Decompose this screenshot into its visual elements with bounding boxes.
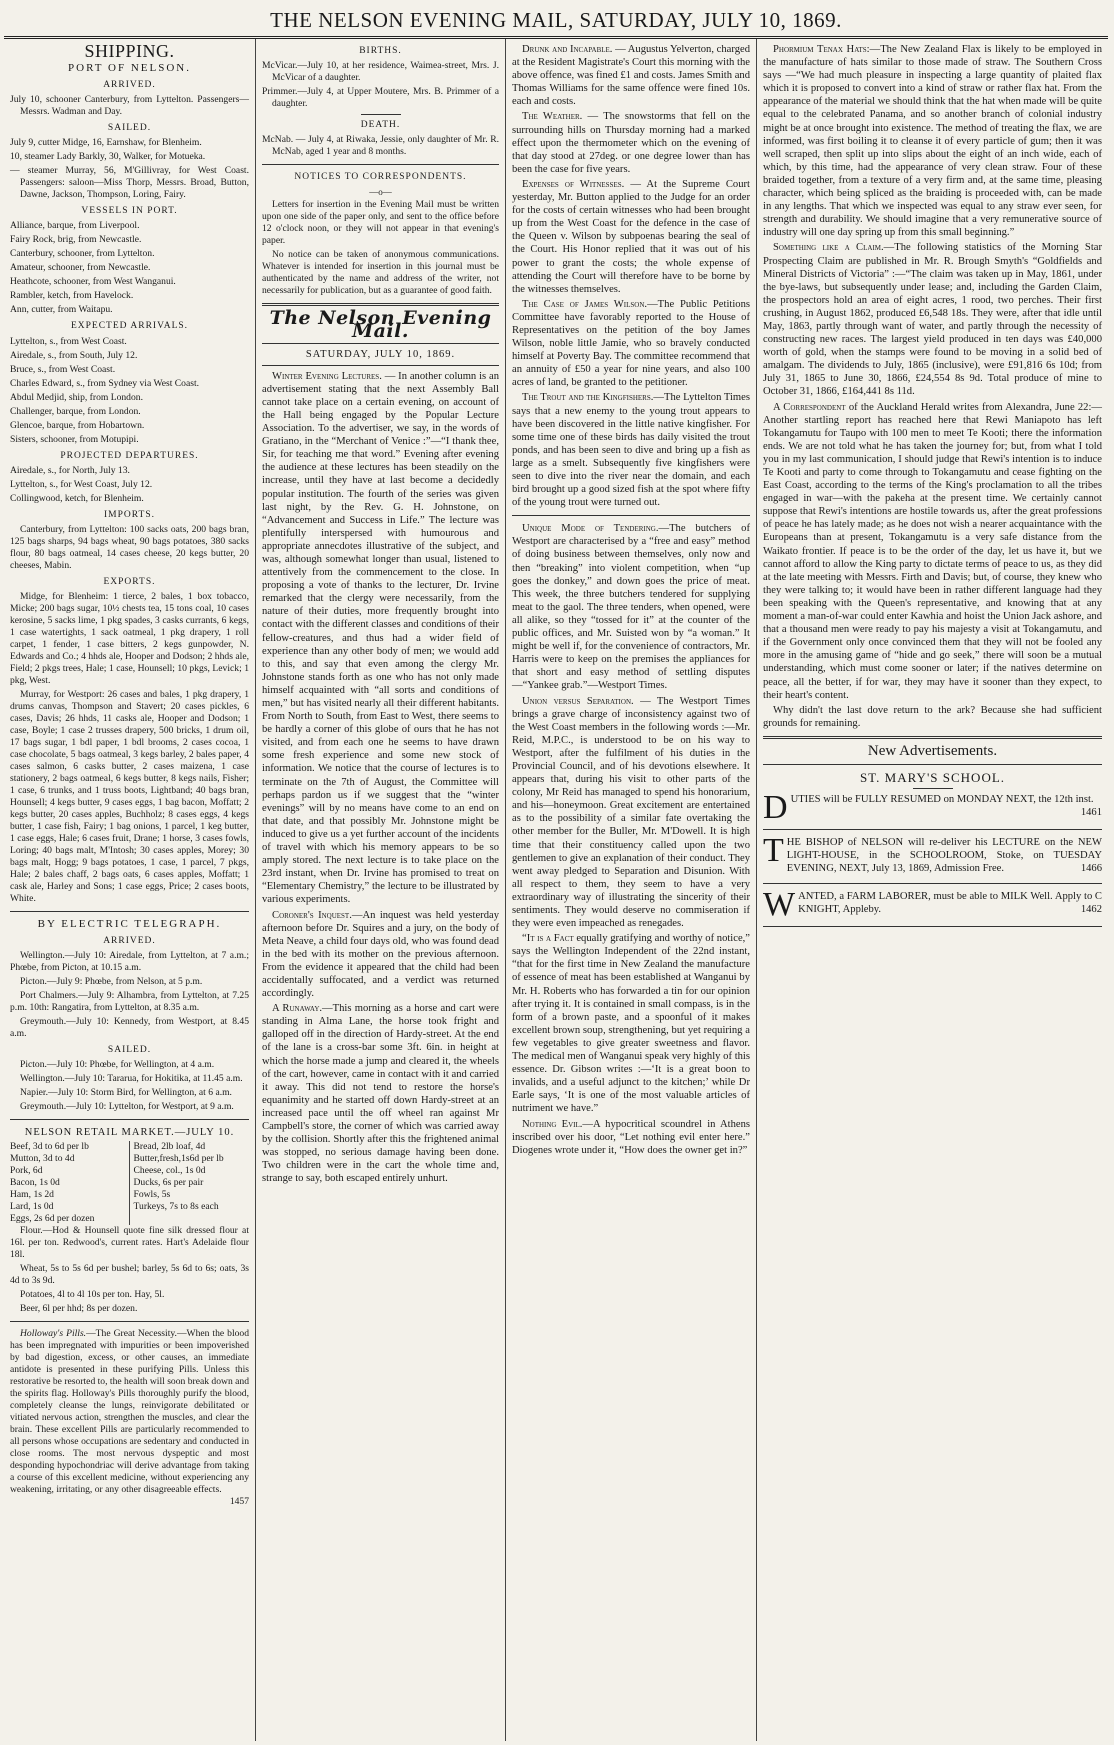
births-list (262, 60, 499, 110)
divider (262, 343, 499, 344)
ad-number: 1462 (1080, 904, 1102, 916)
market-price: Lard, 1s 0d (10, 1201, 130, 1213)
list-item: Primmer.—July 4, at Upper Moutere, Mrs. B. Primmer of a daughter. (262, 86, 499, 110)
list-item: Wellington.—July 10: Tararua, for Hokitika, at 11.45 a.m. (20, 1073, 243, 1085)
expected-list (10, 336, 249, 446)
market-price: Turkeys, 7s to 8s each (133, 1201, 219, 1213)
holloway-body: —The Great Necessity.—When the blood has been impregnated with impurities or been impoverished by bad digestion, excess, or other causes, an immediate antidote is presented in these purifying Pills. Unless this restorative be resorted to, the health will soon break down and the spirits flag. Holloway's Pills thoroughly purify the blood, completely cleanse the lungs, reinvigorate debilitated or vitiated nervous action, strengthen the muscles, and clear the brain. These excellent Pills are particularly recommended to all persons whose occupations are sedentary and conducted in close rooms. The most nervous dyspeptic and most desponding hypochondriac will derive advantage from taking a course of this excellent medicine, without experiencing any weakening, irritating, or any other disagreeable effects. (10, 1328, 249, 1496)
article-head: Expenses of Witnesses. (522, 178, 625, 190)
divider (913, 788, 953, 789)
ad-dropcap: W (763, 890, 796, 921)
market-price: Bacon, 1s 0d (10, 1177, 130, 1189)
article (763, 401, 1102, 702)
market-price: Ducks, 6s per pair (133, 1177, 204, 1189)
article (512, 1118, 750, 1157)
editorial-articles (262, 370, 499, 1186)
article-body: — Augustus Yelverton, charged at the Resident Magistrate's Court this morning with the above offence, was fined £1 and costs. James Smith and Thomas Williams for the same offence were fined 10s. each and costs. (512, 44, 750, 108)
article (262, 909, 499, 1001)
divider (10, 1119, 249, 1120)
market-price (130, 1213, 250, 1225)
list-item: — steamer Murray, 56, M'Gillivray, for West Coast. Passengers: saloon—Miss Thorp, Messrs. Broad, Button, Dawne, Jackson, Thompson, Loring, Fairy. (10, 165, 249, 201)
article (512, 110, 750, 175)
divider (10, 1321, 249, 1322)
projected-title: PROJECTED DEPARTURES. (60, 450, 199, 461)
list-item: Picton.—July 10: Phœbe, for Wellington, at 4 a.m. (20, 1059, 215, 1071)
article (763, 43, 1102, 239)
masthead: THE NELSON EVENING MAIL, SATURDAY, JULY 10, 1869. (270, 8, 842, 32)
divider (763, 764, 1102, 765)
article-body: of the Auckland Herald writes from Alexandra, June 22:—Another startling report has reached here that Rewi Maniapoto has left Tokangamutu for Taupo with 100 men to meet Te Kooti; there the information ends. We are not told what he has taken the journey for; but, from what I told you in my last communication, I should judge that Rewi's intention is to induce Te Kooti and party to come through to Tokangamutu and cease fighting on the East Coast, according to the terms of the King's proclamation to all the tribes engaged in war—with the pakeha at the present time. We certainly cannot suppose that Rewi's intentions are hostile towards us, after the great professions of peace he has lately made; as he does not wish a nearer acquaintance with the Europeans than at present, Tokangamutu is a very safe distance from the Waikato frontier. If peace is to be the order of the day, let us have it, but we cannot afford to allow the King party to dictate terms of peace to us, as they did at the late meeting with Messrs. Firth and Davis; but, of course, they knew who they were talking to; it would have been in rather different language had they been speaking with the Queen's representative, and knowing that at any moment a man-of-war could enter Kawhia and hoist the Union Jack ashore, and that a thousand men were ready to pay his majesty a visit at Tokangamutu, and if the Government only once convinced them that they will not be fooled any more in the amusing game of “hide and go seek,” there will soon be a mutual understanding, which must come sooner or later; if the natives determine on peace, all the better, if for war, they may have it sooner than they expect, to their heart's content. (763, 401, 1102, 701)
list-item: 10, steamer Lady Barkly, 30, Walker, for Motueka. (10, 151, 206, 163)
tel-arrived-title: ARRIVED. (103, 935, 156, 946)
market-price: Fowls, 5s (133, 1189, 171, 1201)
ad-body: UTIES will be FULLY RESUMED on MONDAY NEXT, the 12th inst. (790, 794, 1094, 806)
divider (512, 515, 750, 516)
list-item: Fairy Rock, brig, from Newcastle. (10, 234, 142, 246)
divider (763, 926, 1102, 927)
list-item: Alliance, barque, from Liverpool. (10, 220, 140, 232)
news-articles-b (512, 522, 750, 1157)
news-articles-a (512, 43, 750, 509)
imports-list (10, 524, 249, 572)
list-item: Napier.—July 10: Storm Bird, for Wellington, at 6 a.m. (20, 1087, 232, 1099)
column-shipping (4, 39, 256, 1741)
article-body: —A hypocritical scoundrel in Athens inscribed over his door, “Let nothing evil enter here.” Diogenes wrote under it, “How does the owner get in?” (512, 1118, 750, 1156)
divider (262, 164, 499, 165)
article-head: Phormium Tenax Hats: (773, 44, 870, 55)
list-item: Challenger, barque, from London. (10, 405, 141, 417)
article (512, 298, 750, 390)
imports-title: IMPORTS. (104, 509, 155, 520)
list-item: Charles Edward, s., from Sydney via West Coast. (10, 377, 200, 389)
divider (361, 114, 401, 115)
article-head: Nothing Evil. (522, 1118, 583, 1130)
shipping-title: SHIPPING. (84, 41, 175, 61)
article-body: —This morning as a horse and cart were standing in Alma Lane, the horse took fright and galloped off in the direction of Hardy-street. At the end of the lane is a cross-bar some 3ft. 6in. in height at which the horse made a jump and cleared it, the wheels of the cart, however, came in contact with it and carried it away. This did not tend to restore the horse's equanimity and he started off down Hardy-street at an increased pace until the off wheel ran against Mr Campbell's store, the corner of which was carried away by the collision. Shortly after this the frightened animal was stopped, no serious damage having been done. Two children were in the cart the whole time and, strange to say, both escaped entirely unhurt. (262, 1003, 499, 1185)
tel-arrived-list (10, 950, 249, 1040)
list-item: Airedale, s., from South, July 12. (10, 349, 138, 361)
ad-dropcap: D (763, 793, 788, 824)
article (262, 370, 499, 907)
list-item: Greymouth.—July 10: Lyttelton, for Westport, at 9 a.m. (20, 1101, 234, 1113)
paper-title: The Nelson Evening Mail. (269, 307, 492, 343)
article-head: Something like a Claim. (773, 242, 884, 254)
ad-number: 1457 (229, 1496, 249, 1508)
article-head: “It is a Fact (522, 933, 574, 945)
article-body: —The following statistics of the Morning Star Prospecting Claim are published in Mr. R. Brough Smyth's “Goldfields and Mineral Districts of Victoria” :—“The claim was taken up in May, 1861, under the bye-laws, but subsequently under lease; and, including the Garden Claim, the prospectors hold an area of eight acres, 1 rood, two perches. Their first crushing, in August 1862, produced £6,548 18s. They were, after that idle until May, 1863, partly through want of water, and partly through the necessity of constructing new races. The largest yield produced in ten days was £40,000 worth of gold, when the stamps were found to be moving in a solid bed of amalgam. The dividends to July, 1865 (inclusive), were £91,816 6s 10d; from July 31, 1865 to June 30, 1866, £24,554 8s 9d. Total produce of mine to October 31, 1866, £164,441 8s 11d. (763, 242, 1102, 398)
ad-body: ANTED, a FARM LABORER, must be able to MILK Well. Apply to C KNIGHT, Appleby. (798, 891, 1102, 916)
list-item: Abdul Medjid, ship, from London. (10, 391, 143, 403)
market-price: Mutton, 3d to 4d (10, 1153, 130, 1165)
article (763, 704, 1102, 730)
divider (262, 365, 499, 366)
list-item: Letters for insertion in the Evening Mail must be written upon one side of the paper only, and sent to the office before 12 o'clock noon, or they will not appear in that evening's paper. (262, 199, 499, 247)
market-price: Cheese, col., 1s 0d (133, 1165, 206, 1177)
list-item: July 10, schooner Canterbury, from Lyttelton. Passengers—Messrs. Wadman and Day. (10, 94, 249, 118)
exports-list (10, 591, 249, 905)
list-item: Sisters, schooner, from Motupipi. (10, 433, 139, 445)
divider (763, 829, 1102, 830)
ad-text (763, 836, 1102, 875)
article-body: — At the Supreme Court yesterday, Mr. Button applied to the Judge for an order for the costs of certain witnesses who had been brought up from the West Coast for the defence in the case of the Queen v. Wilson by subpoenas bearing the seal of the Court. His Honor replied that it was out of his power to grant the costs; the whole expense of attending the Court will therefore have to be borne by the witnesses themselves. (512, 178, 750, 295)
article-head: The Weather. (522, 111, 583, 123)
article-head: Union versus Separation. (522, 695, 634, 707)
article-head: Drunk and Incapable. (522, 44, 613, 55)
list-item: Lyttelton, s., from West Coast. (10, 335, 127, 347)
article-body: —The New Zealand Flax is likely to be employed in the manufacture of hats similar to those made of straw. The Southern Cross says —“We had much pleasure in inspecting a large quantity of plaited flax which it is proposed to convert into a kind of straw or rather flax hat. From the appearance of the material we should think that the hat when made will be quite equal to the celebrated Panama, and so another branch of colonial industry might be at once brought into existence. The method of treating the flax, we are informed, was first boiling it to cleanse it of every particle of gum; then it was well scraped, then split up into slips about the eight of an inch wide, each of which, by this time, had the appearance of very clean straw. Four of these braided together, from a texture of a very firm and, at the same time, pleasing character, which being spliced as the braiding is proceeded with, can be made in any lengths. That which we inspected was equal to any straw ever seen, for strength and durability. We should imagine that a very remunerative source of industry will one day spring up from this small beginning.” (763, 44, 1102, 239)
market-price: Pork, 6d (10, 1165, 130, 1177)
list-item: Potatoes, 4l to 4l 10s per ton. Hay, 5l. (20, 1289, 165, 1301)
list-item: McNab. — July 4, at Riwaka, Jessie, only daughter of Mr. R. McNab, aged 1 year and 8 months. (262, 134, 499, 158)
market-table (10, 1141, 249, 1225)
arrived-list (10, 94, 249, 118)
misc-articles (763, 43, 1102, 730)
columns (4, 39, 1108, 1741)
list-item: Canterbury, schooner, from Lyttelton. (10, 248, 155, 260)
article (512, 932, 750, 1115)
market-price: Butter,fresh,1s6d per lb (133, 1153, 224, 1165)
classified-ad (763, 890, 1102, 920)
market-title: NELSON RETAIL MARKET.—JULY 10. (24, 1127, 235, 1139)
holloway-head: Holloway's Pills. (20, 1328, 87, 1340)
sailed-title: SAILED. (107, 123, 152, 134)
advertisements (763, 793, 1102, 927)
list-item: Greymouth.—July 10: Kennedy, from Westport, at 8.45 a.m. (10, 1016, 249, 1040)
list-item: Wheat, 5s to 5s 6d per bushel; barley, 5s 6d to 6s; oats, 3s 4d to 3s 9d. (10, 1263, 249, 1287)
list-item: Flour.—Hod & Hounsell quote fine silk dressed flour at 16l. per ton. Redwood's, current rates. Hart's Adelaide flour 18l. (10, 1225, 249, 1261)
divider (763, 883, 1102, 884)
article-body: equally gratifying and worthy of notice,” says the Wellington Independent of the 22nd instant, “that for the first time in New Zealand the manufacture of essence of meat has been established at Wanganui by Mr. H. Roberts who has forwarded a tin for our opinion after trying it. It is contained in small compass, is in the form of a brown paste, and a spoonful of it makes excellent brown soup, strengthening, but yet requiring a few vegetables to give greater sweetness and flavor. The medical men of Wanganui speak very highly of this essence. Dr. Gibson writes :—‘It is a great boon to invalids, and a useful adjunct to the kitchen;’ while Dr Earle says, ‘It is one of the most valuable articles of nutriment we have.” (512, 933, 751, 1115)
list-item: No notice can be taken of anonymous communications. Whatever is intended for insertion in this journal must be authenticated by the name and address of the writer, not necessarily for publication, but as a guarantee of good faith. (262, 249, 499, 297)
port-title: PORT OF NELSON. (68, 62, 191, 75)
article (512, 522, 750, 692)
article-body: — In another column is an advertisement stating that the next Assembly Ball cannot take place on a certain evening, on account of the Hall being engaged by the Popular Lecture Association. To the advertiser, we say, in the words of Gratiano, in the “Merchant of Venice :”—“I thank thee, Sir, for teaching me that word.” Evening after evening the audience at these lectures has been steadily on the increase, until they have at last become a decidedly popular institution. The fourth of the series was given last night, by the Rev. G. H. Johnstone, on “Advancement and Success in Life.” The lecture was plentifully interspersed with humourous and appropriate annecdotes illustrative of the subject, and was, although somewhat longer than usual, listened to attentively from the commencement to the close. In proposing a vote of thanks to the lecturer, Dr. Irvine remarked that the clergy were necessarily, from the nature of their duties, more frequently brought into contact with the different classes and conditions of their fellow-creatures, and thus had a wider field of experience than any other body of men; we would add to this, and say that even among the clergy Mr. Johnstone stands forth as one who has not only made himself acquainted with “all sorts and conditions of men,” but has visited nearly all their different habitants. From North to South, from East to West, there seems to be hardly a corner of this globe of ours that he has not visited, and from each one he seems to have drawn some fresh experience and some new stock of information. We notice that the course of lectures is to terminate on the 7th of August, the Committee will perhaps pardon us if we suggest that the “winter evenings” will by no means have come to an end on that date, and that possibly Mr. Johnstone might be induced to give us a yet further account of the incidents of travel with which his memory appears to be so amply stored. The next lecture is to take place on the 23rd instant, when Dr. Irvine has promised to treat on “Elementary Chemistry,” the lecture to be illustrated by various experiments. (262, 370, 500, 906)
ad-text (763, 793, 1102, 819)
telegraph-title: BY ELECTRIC TELEGRAPH. (37, 917, 222, 930)
article (763, 241, 1102, 398)
ad-number: 1461 (1080, 807, 1102, 819)
sailed-list (10, 137, 249, 201)
vessels-title: VESSELS IN PORT. (81, 206, 178, 217)
tel-sailed-title: SAILED. (107, 1045, 152, 1056)
list-item: July 9, cutter Midge, 16, Earnshaw, for Blenheim. (10, 137, 202, 149)
article-head: The Case of James Wilson. (522, 298, 648, 310)
column-editorial (256, 39, 506, 1741)
notices-ornament: —o— (369, 187, 392, 198)
list-item: Lyttelton, s., for West Coast, July 12. (10, 478, 153, 490)
vessels-list (10, 220, 249, 316)
article-body: — The snowstorms that fell on the surrounding hills on Thursday morning had a marked effect upon the thermometer which on the evening of that day stood at 27deg. or one degree lower than has been the case for five years. (512, 111, 750, 175)
ad-body: HE BISHOP of NELSON will re-deliver his LECTURE on the NEW LIGHT-HOUSE, in the SCHOOLROOM, Stoke, on TUESDAY EVENING, NEXT, July 13, 1869, Admission Free. (786, 837, 1102, 875)
projected-list (10, 465, 249, 505)
list-item: Amateur, schooner, from Newcastle. (10, 262, 151, 274)
list-item: Port Chalmers.—July 9: Alhambra, from Lyttelton, at 7.25 p.m. 10th: Rangatira, from Lyttelton, at 8.35 a.m. (10, 990, 249, 1014)
list-item: Beer, 6l per hhd; 8s per dozen. (20, 1303, 138, 1315)
article (512, 695, 750, 931)
classified-ad (763, 836, 1102, 877)
list-item: Murray, for Westport: 26 cases and bales, 1 pkg drapery, 1 drums canvas, Thompson and Stavert; 20 cases pickles, 6 cases, Davis; 26 hhds, 11 casks ale, Hooper and Dodson; 1 case, Boyle; 1 case 2 trusses drapery, 500 bricks, 1 drum oil, 17 bags sugar, 1 bdl paper, 1 bdl brooms, 2 cases cocoa, 1 case chocolate, 5 bags oatmeal, 3 kegs barley, 2 bales paper, 4 cases salmon, 6 casks butter, 2 cases maizena, 1 case stationery, 2 bags oatmeal, 6 kegs butter, 8 kegs nails, Fisher; 1 case, 6 trunks, and 1 truss boots, Lightband; 40 bags bran, Hounsell; 4 kegs butter, 9 cases eggs, 1 bag bacon, Moffatt; 2 kegs butter, 20 cases apples, Buchholz; 8 cases eggs, 4 kegs butter, 1 case fish, Fairy; 1 bag onions, 1 parcel, 1 keg butter, 1 case eggs, Hale; 6 cases fruit, Drane; 1 horse, 3 cases fowls, Loring; 40 bags malt, M'Intosh; 30 cases apples, Morey; 30 bags malt, Hogg; 9 bags potatoes, 1 case, 1 parcel, 7 pkgs, Hale; 2 bales chaff, 2 bags oats, 6 cases apples, Moffatt; 1 cask ale, Harley and Sons; 1 case eggs, Price; 2 cases boots, White. (10, 688, 249, 904)
article-body: —An inquest was held yesterday afternoon before Dr. Squires and a jury, on the body of Meta Neave, a child four days old, who was found dead in the bed with its mother on the previous afternoon. From the evidence it appeared that the child had been accidentally suffocated, and a verdict was returned accordingly. (262, 909, 499, 1000)
list-item: Glencoe, barque, from Hobartown. (10, 419, 145, 431)
list-item: Wellington.—July 10: Airedale, from Lyttelton, at 7 a.m.; Phœbe, from Picton, at 10.15 a.m. (10, 950, 249, 974)
article-body: —The Public Petitions Committee have favorably reported to the House of Representatives on the petition of the boy James Wilson, noble little Jamie, who so bravely conducted himself at Poverty Bay. The committee recommend that an annuity of £50 a year for nine years, and also 100 acres of land, be granted to the petitioner. (512, 298, 750, 389)
article (512, 178, 750, 296)
holloway-ad (10, 1328, 249, 1508)
article-head: A Runaway. (272, 1003, 323, 1015)
list-item: Midge, for Blenheim: 1 tierce, 2 bales, 1 box tobacco, Micke; 200 bags sugar, 10½ chests tea, 15 tons coal, 10 cases kerosine, 5 sacks lime, 1 pkg spades, 3 casks currants, 6 kegs, 1 case watertights, 1 sack oatmeal, 1 pkg drapery, 1 roll carpet, 1 fender, 1 case bitters, 2 kegs gunpowder, N. Edwards and Co.; 4 hhds ale, Hooper and Dodson; 2 hhds ale, Field; 2 pkgs trees, Hale; 1 case, Hounsell; 10 pkgs, Levick; 1 pkg, West. (10, 590, 249, 686)
list-item: Rambler, ketch, from Havelock. (10, 290, 134, 302)
divider (763, 736, 1102, 739)
list-item: Canterbury, from Lyttelton: 100 sacks oats, 200 bags bran, 125 bags sharps, 94 bags wheat, 90 bags potatoes, 380 sacks flour, 80 bags oatmeal, 14 cases cheese, 20 kegs butter, 20 cheeses, Mabin. (10, 523, 249, 571)
list-item: Ann, cutter, from Waitapu. (10, 304, 113, 316)
exports-title: EXPORTS. (103, 576, 156, 587)
article-body: —The Lyttelton Times says that a new enemy to the young trout appears to have been discovered in the little native kingfisher. For some time one of these birds has daily visited the trout ponds, and has been seen to dive and bring up a fish as large as a smelt. Subsequently five kingfishers were seen to dive into the river near the domain, and each bird brought up a good sized fish at the spot where fifty of the young trout were turned out. (512, 392, 750, 509)
classified-ad (763, 793, 1102, 823)
list-item: Airedale, s., for North, July 13. (10, 464, 130, 476)
article (262, 1002, 499, 1185)
list-item: Collingwood, ketch, for Blenheim. (10, 492, 144, 504)
notices-title: NOTICES TO CORRESPONDENTS. (294, 172, 467, 183)
notices-list (262, 199, 499, 297)
article (512, 43, 750, 108)
market-price: Beef, 3d to 6d per lb (10, 1141, 130, 1153)
expected-title: EXPECTED ARRIVALS. (70, 321, 189, 332)
arrived-title: ARRIVED. (103, 80, 156, 91)
market-price: Bread, 2lb loaf, 4d (133, 1141, 206, 1153)
column-miscellany (757, 39, 1108, 1741)
article-body: —The butchers of Westport are characterised by a “free and easy” method of doing business between themselves, only now and then “breaking” into violent competition, when “up goes the donkey,” and down goes the price of meat. This week, the three butchers tendered for supplying meat to the gaol. The three tenders, when opened, were all alike, so they “tossed for it” at the counter of the public offices, and Mr. Suisted won by “a woman.” It might be well if, for the convenience of contractors, Mr. Harris were to keep on the premises the appliances for that short and easy method of settling disputes—“Yankee grab.”—Westport Times. (512, 523, 750, 692)
divider (10, 911, 249, 912)
ad-text (763, 890, 1102, 916)
list-item: Picton.—July 9: Phœbe, from Nelson, at 5 p.m. (20, 976, 203, 988)
list-item: Bruce, s., from West Coast. (10, 363, 116, 375)
article-head: The Trout and the Kingfishers. (522, 392, 654, 404)
school-title: ST. MARY'S SCHOOL. (859, 769, 1006, 785)
death-title: DEATH. (360, 120, 401, 131)
market-price: Eggs, 2s 6d per dozen (10, 1213, 130, 1225)
advertisements-title: New Advertisements. (867, 742, 998, 759)
market-notes (10, 1225, 249, 1315)
article (512, 391, 750, 509)
births-title: BIRTHS. (359, 46, 402, 56)
article-head: Coroner's Inquest. (272, 909, 352, 921)
market-price: Ham, 1s 2d (10, 1189, 130, 1201)
article-head: A Correspondent (773, 401, 846, 413)
list-item: McVicar.—July 10, at her residence, Waimea-street, Mrs. J. McVicar of a daughter. (262, 60, 499, 84)
death-list (262, 134, 499, 158)
ad-number: 1466 (1080, 863, 1102, 875)
article-body: Why didn't the last dove return to the ark? Because she had sufficient grounds for remaining. (763, 704, 1102, 729)
dateline: SATURDAY, JULY 10, 1869. (305, 348, 456, 360)
column-news (506, 39, 757, 1741)
article-body: — The Westport Times brings a grave charge of inconsistency against two of the West Coast members in the following words :—Mr. Reid, M.P.C., is understood to be on his way to Westport, after the fulfilment of his duties in the Provincial Council, and of his devotions elsewhere. It appears that, during his visit to other parts of the colony, Mr Reid has managed to spend his honorarium, and his—honeymoon. Great excitement are entertained as to the possibility of a similar fate overtaking the other member for the Buller, Mr. M'Dowell. It is high time that their constituency called upon the two gentlemen to give an explanation of their conduct. They went away pledged to Separation and Disunion. With all respect to them, they seem to have a very extraordinary way of illustrating the sincerity of their sentiments. They would deserve no commiseration if they were even impeached as renegades. (512, 695, 750, 930)
article-head: Unique Mode of Tendering. (522, 523, 659, 535)
ad-dropcap: T (763, 836, 784, 870)
divider (262, 303, 499, 306)
tel-sailed-list (10, 1059, 249, 1113)
article-head: Winter Evening Lectures. (272, 370, 382, 382)
list-item: Heathcote, schooner, from West Wanganui. (10, 276, 176, 288)
